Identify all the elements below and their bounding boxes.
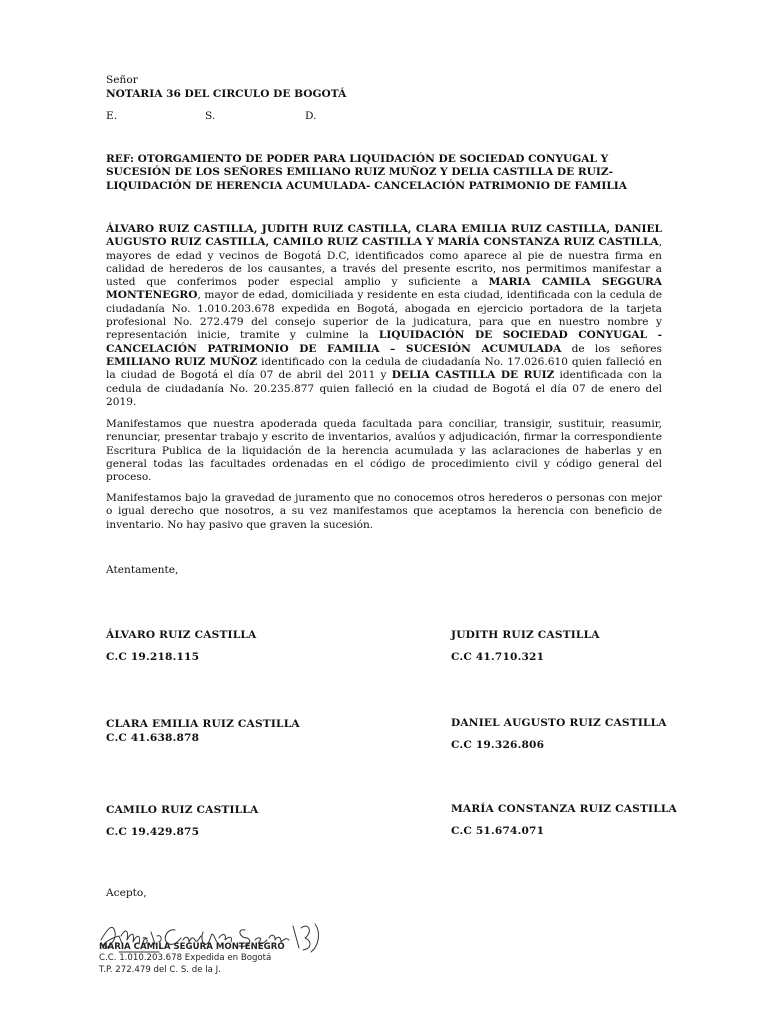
deceased-1: EMILIANO RUIZ MUÑOZ bbox=[106, 355, 258, 368]
ref-line-1: REF: OTORGAMIENTO DE PODER PARA LIQUIDACIÓN DE SOCIEDAD CONYUGAL Y bbox=[106, 153, 609, 165]
signatory-name: CLARA EMILIA RUIZ CASTILLA bbox=[106, 718, 300, 730]
closing: Atentamente, bbox=[106, 564, 179, 576]
signatory-id: C.C 51.674.071 bbox=[451, 825, 545, 837]
addressee: NOTARIA 36 DEL CIRCULO DE BOGOTÁ bbox=[106, 88, 347, 100]
signatory-name: CAMILO RUIZ CASTILLA bbox=[106, 804, 259, 816]
body-paragraph-1: ÁLVARO RUIZ CASTILLA, JUDITH RUIZ CASTILLA, CLARA EMILIA RUIZ CASTILLA, DANIEL AUGUSTO RUIZ CASTILLA, CAMILO RUIZ CASTILLA Y MARÍA CONSTANZA RUIZ CASTILLA, mayores de edad y vecinos de Bogotá D.C, identificados como aparece al pie de nuestra firma en calidad de herederos de los causantes, a través del presente escrito, nos permitimos manifestar a usted que conferimos poder especial amplio y suficiente a MARIA CAMILA SEGGURA MONTENEGRO, mayor de edad, domiciliada y residente en esta ciudad, identificada con la cedula de ciudadanía No. 1.010.203.678 expedida en Bogotá, abogada en ejercicio portadora de la tarjeta profesional No. 272.479 del consejo superior de la judicatura, para que en nuestro nombre y representación inicie, tramite y culmine la LIQUIDACIÓN DE SOCIEDAD CONYUGAL - CANCELACIÓN PATRIMONIO DE FAMILIA – SUCESIÓN ACUMULADA de los señores EMILIANO RUIZ MUÑOZ identificado con la cedula de ciudadanía No. 17.026.610 quien falleció en la ciudad de Bogotá el día 07 de abril del 2011 y DELIA CASTILLA DE RUIZ identificada con la cedula de ciudadanía No. 20.235.877 quien falleció en la ciudad de Bogotá el día 07 de enero del 2019. bbox=[106, 223, 662, 408]
process-name: LIQUIDACIÓN DE SOCIEDAD CONYUGAL - CANCELACIÓN PATRIMONIO DE FAMILIA – SUCESIÓN ACUMULADA bbox=[106, 329, 662, 355]
signatory-id: C.C 19.326.806 bbox=[451, 739, 545, 751]
signatory-id: C.C 41.638.878 bbox=[106, 732, 200, 744]
ref-line-3: LIQUIDACIÓN DE HERENCIA ACUMULADA- CANCELACIÓN PATRIMONIO DE FAMILIA bbox=[106, 180, 627, 192]
salutation: Señor bbox=[106, 74, 138, 86]
esd-d: D. bbox=[305, 110, 317, 122]
attorney-signature-block bbox=[99, 918, 339, 986]
signatory-name: DANIEL AUGUSTO RUIZ CASTILLA bbox=[451, 717, 667, 729]
signatory-name: MARÍA CONSTANZA RUIZ CASTILLA bbox=[451, 803, 677, 815]
signatory-name: ÁLVARO RUIZ CASTILLA bbox=[106, 629, 257, 641]
esd-e: E. bbox=[106, 110, 118, 122]
attorney-id: C.C. 1.010.203.678 Expedida en Bogotá bbox=[99, 953, 272, 963]
accept-label: Acepto, bbox=[106, 887, 147, 899]
esd-line bbox=[106, 110, 406, 124]
signatory-name: JUDITH RUIZ CASTILLA bbox=[451, 629, 600, 641]
signatory-id: C.C 41.710.321 bbox=[451, 651, 545, 663]
attorney-professional-card: T.P. 272.479 del C. S. de la J. bbox=[99, 965, 221, 975]
signatory-id: C.C 19.429.875 bbox=[106, 826, 200, 838]
deceased-2: DELIA CASTILLA DE RUIZ bbox=[391, 369, 555, 382]
body-paragraph-2: Manifestamos que nuestra apoderada queda facultada para conciliar, transigir, sustituir, reasumir, renunciar, presentar trabajo y escrito de inventarios, avalúos y adjudicación, firmar la correspondiente Escritura Publica de la liquidación de la herencia acumulada y las aclaraciones de haberlas y en general todas las facultades ordenadas en el código de procedimiento civil y código general del proceso. bbox=[106, 418, 662, 484]
body-paragraph-3: Manifestamos bajo la gravedad de juramento que no conocemos otros herederos o personas con mejor o igual derecho que nosotros, a su vez manifestamos que aceptamos la herencia con beneficio de inventario. No hay pasivo que graven la sucesión. bbox=[106, 492, 662, 531]
signatory-id: C.C 19.218.115 bbox=[106, 651, 200, 663]
ref-line-2: SUCESIÓN DE LOS SEÑORES EMILIANO RUIZ MUÑOZ Y DELIA CASTILLA DE RUIZ- bbox=[106, 166, 613, 178]
attorney-name: MARIA CAMILA SEGURA MONTENEGRO bbox=[99, 942, 285, 952]
attorney-name: MARIA CAMILA SEGGURA MONTENEGRO bbox=[106, 276, 662, 302]
heirs-names: ÁLVARO RUIZ CASTILLA, JUDITH RUIZ CASTILLA, CLARA EMILIA RUIZ CASTILLA, DANIEL AUGUSTO RUIZ CASTILLA, CAMILO RUIZ CASTILLA Y MARÍA CONSTANZA RUIZ CASTILLA bbox=[106, 223, 662, 249]
esd-s: S. bbox=[205, 110, 216, 122]
